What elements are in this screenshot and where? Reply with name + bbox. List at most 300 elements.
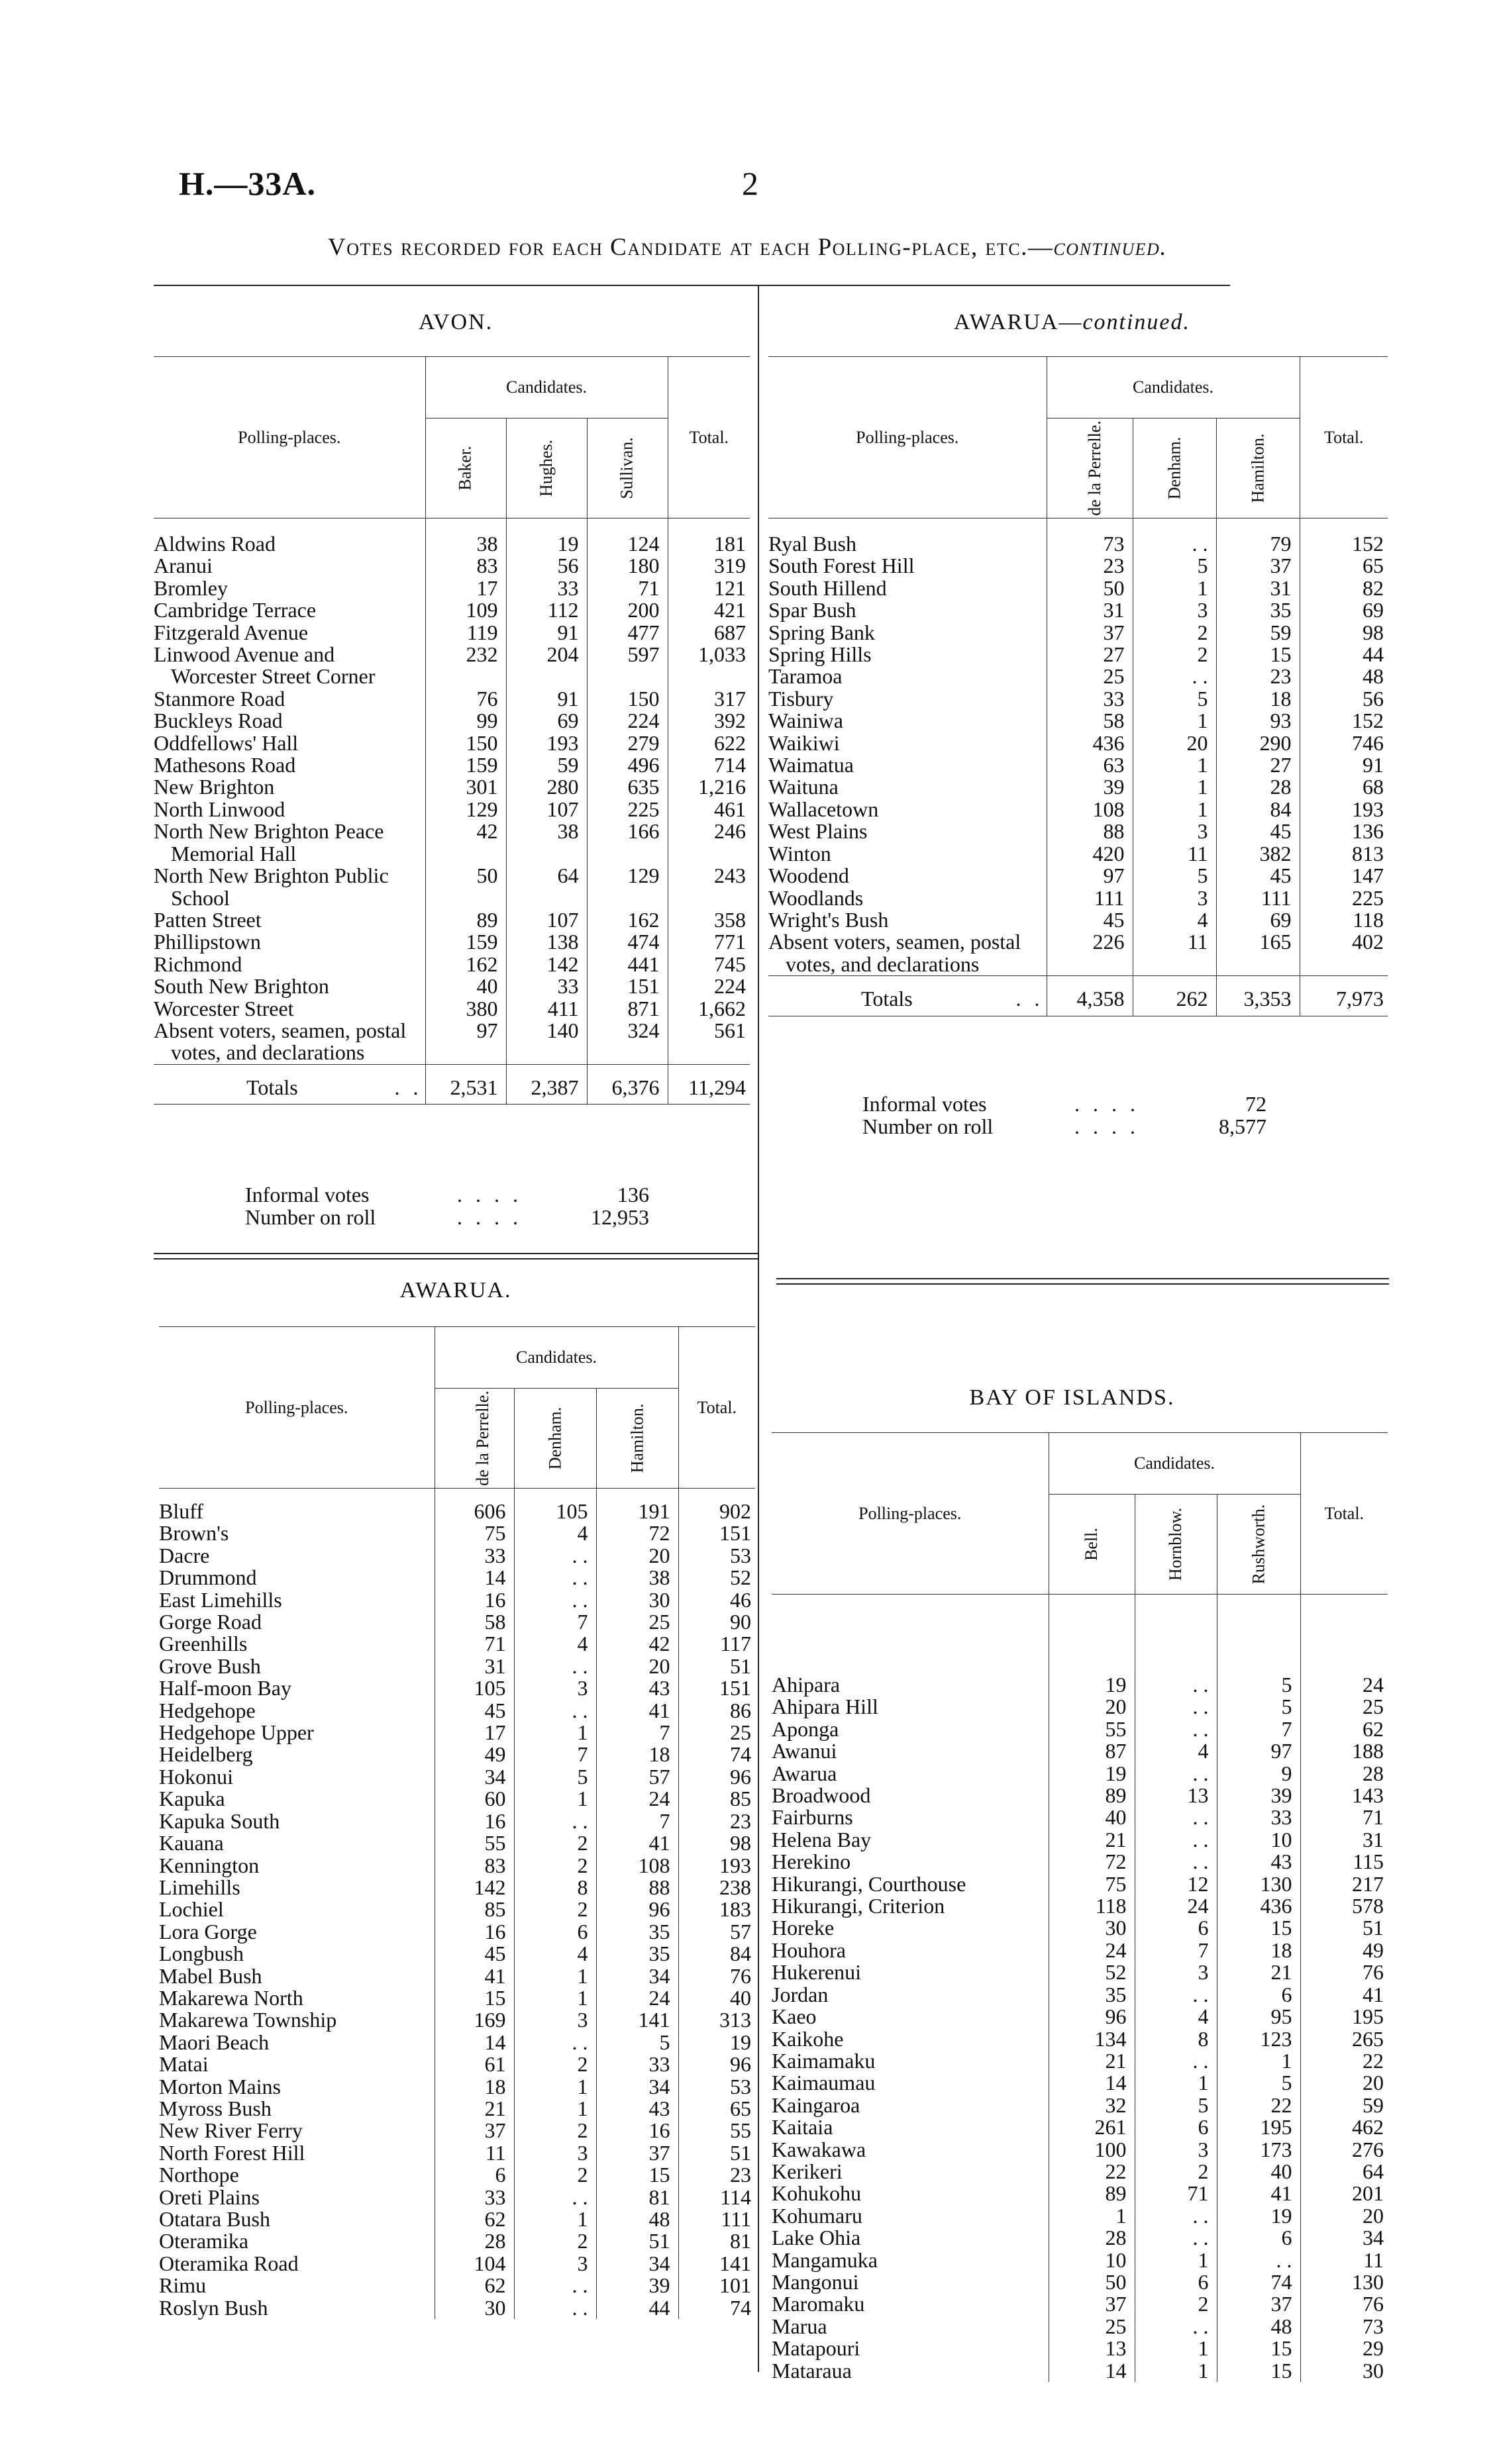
awarua-cont-polling-places-header: Polling-places.	[768, 357, 1047, 518]
row-total: 771	[714, 930, 747, 954]
vote-count: 13	[1135, 1785, 1217, 1806]
polling-place: Hukerenui	[772, 1960, 862, 1985]
table-row	[772, 1873, 1388, 1895]
vote-count: 18	[435, 2076, 514, 2098]
table-row	[159, 1855, 755, 1877]
polling-place: Bluff	[159, 1499, 203, 1523]
vote-count: 5	[1133, 555, 1216, 577]
vote-count: 224	[587, 710, 668, 732]
vote-count: 3	[514, 2142, 596, 2164]
vote-count: 436	[1047, 732, 1133, 754]
table-row	[772, 2116, 1388, 2138]
row-total: 69	[1363, 598, 1384, 622]
table-row	[159, 1898, 755, 1920]
vote-count: 27	[1216, 754, 1300, 776]
row-total: 813	[1352, 841, 1384, 865]
row-total: 85	[730, 1787, 752, 1811]
vote-count: 62	[435, 2275, 514, 2296]
row-total: 224	[714, 974, 747, 999]
vote-count: 52	[1049, 1961, 1135, 1983]
awarua-title: AWARUA.	[399, 1278, 512, 1303]
vote-count: 324	[587, 1020, 668, 1064]
vote-count: 99	[425, 710, 506, 732]
vote-count: 1	[514, 1965, 596, 1987]
awarua-candidate-de-la-perrelle: de la Perrelle.	[435, 1389, 514, 1489]
vote-count: 111	[1047, 887, 1133, 909]
boi-total-header: Total.	[1300, 1433, 1388, 1595]
vote-count: 74	[1217, 2271, 1300, 2293]
table-row	[772, 2360, 1388, 2382]
row-total: 462	[1352, 2115, 1384, 2140]
row-total: 91	[1363, 753, 1384, 777]
polling-place: Lake Ohia	[772, 2226, 861, 2250]
row-total: 81	[730, 2229, 752, 2253]
vote-count: 2	[514, 1855, 596, 1877]
vote-count: 69	[1216, 909, 1300, 931]
row-total: 217	[1352, 1871, 1384, 1896]
vote-count: 35	[1049, 1984, 1135, 2006]
row-total: 421	[714, 598, 747, 622]
vote-count: 420	[1047, 843, 1133, 865]
vote-count: 6	[1217, 1984, 1300, 2006]
row-total: 73	[1363, 2314, 1384, 2338]
vote-count: . .	[1135, 1718, 1217, 1740]
avon-polling-places-header: Polling-places.	[154, 357, 425, 518]
vote-count: 7	[1135, 1940, 1217, 1961]
vote-count: 7	[596, 1722, 678, 1744]
vote-count: 15	[596, 2164, 678, 2186]
vote-count: . .	[514, 1589, 596, 1611]
polling-place: New Brighton	[154, 775, 275, 799]
vote-count: 23	[1216, 665, 1300, 687]
vote-count: 382	[1216, 843, 1300, 865]
vote-count: 16	[435, 1921, 514, 1943]
polling-place: West Plains	[768, 819, 868, 844]
table-row	[154, 644, 750, 688]
polling-place: Lora Gorge	[159, 1919, 257, 1944]
polling-place: Makarewa North	[159, 1985, 303, 2010]
vote-count: . .	[514, 2032, 596, 2053]
row-total: 55	[730, 2118, 752, 2143]
row-total: 561	[714, 1018, 747, 1042]
vote-count: 138	[506, 931, 587, 953]
vote-count: 84	[1216, 799, 1300, 820]
vote-count: 7	[514, 1744, 596, 1765]
vote-count: 10	[1217, 1829, 1300, 1851]
polling-place: Kapuka South	[159, 1808, 280, 1833]
polling-place: Spring Bank	[768, 620, 875, 644]
totals-row	[768, 976, 1388, 1016]
row-total: 24	[1363, 1673, 1384, 1697]
vote-count: 129	[425, 799, 506, 820]
vote-count: 159	[425, 754, 506, 776]
row-total: 53	[730, 2074, 752, 2098]
candidate-total: 2,387	[506, 1064, 587, 1104]
vote-count: 33	[1217, 1806, 1300, 1828]
vote-count: . .	[1135, 2316, 1217, 2338]
totals-label: Totals . .	[768, 976, 1047, 1016]
vote-count: 69	[506, 710, 587, 732]
table-row	[159, 1655, 755, 1677]
table-row	[159, 1501, 755, 1522]
polling-place: Hedgehope Upper	[159, 1720, 314, 1745]
polling-place: Patten Street	[154, 907, 262, 932]
vote-count: 25	[596, 1611, 678, 1633]
vote-count: 130	[1217, 1873, 1300, 1895]
row-total: 62	[1363, 1716, 1384, 1741]
vote-count: 28	[1049, 2227, 1135, 2249]
polling-place: Gorge Road	[159, 1610, 262, 1634]
table-row	[768, 599, 1388, 621]
vote-count: 19	[1217, 2205, 1300, 2227]
polling-place: South New Brighton	[154, 974, 329, 999]
vote-count: . .	[514, 2187, 596, 2208]
page-title-main: Votes recorded for each Candidate at each Polling-place, etc.—	[327, 234, 1054, 261]
row-total: 71	[1363, 1805, 1384, 1830]
grand-total: 7,973	[1300, 976, 1388, 1016]
boi-candidate-hornblow: Hornblow.	[1135, 1495, 1217, 1595]
row-total: 25	[1363, 1695, 1384, 1719]
polling-place: Kohukohu	[772, 2181, 862, 2206]
vote-count: 105	[435, 1677, 514, 1699]
table-row	[768, 799, 1388, 820]
polling-place: Wright's Bush	[768, 907, 889, 932]
polling-place: Kaimaumau	[772, 2071, 876, 2095]
vote-count: 45	[1216, 865, 1300, 887]
row-total: 902	[719, 1499, 752, 1523]
polling-place: Kaikohe	[772, 2026, 844, 2051]
row-total: 201	[1352, 2181, 1384, 2206]
table-row	[768, 710, 1388, 732]
table-row	[772, 2227, 1388, 2249]
vote-count: 18	[1217, 1940, 1300, 1961]
vote-count: 871	[587, 998, 668, 1020]
table-row	[772, 1917, 1388, 1939]
polling-place: Maori Beach	[159, 2030, 270, 2054]
vote-count: 97	[1217, 1740, 1300, 1762]
vote-count: 290	[1216, 732, 1300, 754]
vote-count: 111	[1216, 887, 1300, 909]
vote-count: . .	[514, 1810, 596, 1832]
row-total: 20	[1363, 2203, 1384, 2228]
row-total: 1,033	[698, 642, 747, 667]
polling-place: Woodlands	[768, 885, 864, 910]
row-total: 115	[1353, 1849, 1384, 1874]
vote-count: 41	[435, 1965, 514, 1987]
awarua-table	[159, 1326, 755, 2319]
polling-place: Broadwood	[772, 1783, 871, 1808]
row-total: 31	[1363, 1827, 1384, 1851]
vote-count: 15	[1217, 2360, 1300, 2382]
polling-place: Absent voters, seamen, postal votes, and declarations	[154, 1018, 407, 1065]
vote-count: 7	[514, 1611, 596, 1633]
awarua-cont-number-on-roll-line: Number on roll . . . . 8,577	[862, 1114, 1266, 1138]
awarua-candidate-denham: Denham.	[514, 1389, 596, 1489]
vote-count: 2	[514, 2053, 596, 2075]
polling-place: Aldwins Road	[154, 532, 276, 556]
vote-count: 195	[1217, 2116, 1300, 2138]
awarua-polling-places-header: Polling-places.	[159, 1327, 435, 1489]
vote-count: 35	[596, 1943, 678, 1965]
vote-count: 112	[506, 599, 587, 621]
vote-count: 38	[506, 820, 587, 865]
vote-count: . .	[1133, 665, 1216, 687]
vote-count: 96	[596, 1898, 678, 1920]
polling-place: Helena Bay	[772, 1827, 872, 1851]
vote-count: 2	[514, 2164, 596, 2186]
vote-count: 33	[596, 2053, 678, 2075]
polling-place: Ryal Bush	[768, 532, 856, 556]
document-reference: H.—33A.	[179, 165, 316, 202]
table-row	[159, 2009, 755, 2031]
row-total: 56	[1363, 686, 1384, 711]
polling-place: Kohumaru	[772, 2203, 862, 2228]
table-row	[159, 1633, 755, 1655]
vote-count: 8	[1135, 2028, 1217, 2050]
polling-place: Myross Bush	[159, 2096, 272, 2120]
polling-place: Awarua	[772, 1761, 837, 1785]
left-section-rule-2	[154, 1258, 758, 1259]
row-total: 84	[730, 1942, 752, 1966]
table-row	[154, 577, 750, 599]
vote-count: 19	[1049, 1763, 1135, 1785]
vote-count: 75	[1049, 1873, 1135, 1895]
table-row	[772, 2072, 1388, 2094]
vote-count: 1	[514, 2208, 596, 2230]
polling-place: Waikiwi	[768, 730, 840, 755]
vote-count: 150	[587, 688, 668, 710]
vote-count: 34	[435, 1766, 514, 1788]
row-total: 41	[1363, 1982, 1384, 2006]
polling-place: Jordan	[772, 1982, 829, 2006]
table-row	[154, 555, 750, 577]
vote-count: 58	[1047, 710, 1133, 732]
vote-count: 2	[514, 2230, 596, 2252]
vote-count: 31	[435, 1655, 514, 1677]
avon-candidates-header: Candidates.	[425, 357, 668, 419]
boi-rows	[772, 1595, 1388, 2383]
vote-count: 5	[1135, 2094, 1217, 2116]
vote-count: 166	[587, 820, 668, 865]
row-total: 276	[1352, 2137, 1384, 2161]
table-row	[159, 1722, 755, 1744]
table-row	[159, 1766, 755, 1788]
vote-count: 63	[1047, 754, 1133, 776]
vote-count: 123	[1217, 2028, 1300, 2050]
vote-count: 33	[435, 2187, 514, 2208]
vote-count: 280	[506, 776, 587, 798]
table-row	[159, 1545, 755, 1567]
vote-count: 41	[596, 1700, 678, 1722]
vote-count: 20	[596, 1655, 678, 1677]
table-row	[159, 2032, 755, 2053]
vote-count: 27	[1047, 644, 1133, 665]
vote-count: 21	[435, 2098, 514, 2120]
row-total: 238	[719, 1875, 752, 1899]
table-row	[159, 1589, 755, 1611]
totals-row	[154, 1064, 750, 1104]
table-row	[768, 887, 1388, 909]
table-row	[154, 776, 750, 798]
polling-place: Rimu	[159, 2273, 207, 2298]
polling-place: North Forest Hill	[159, 2140, 305, 2165]
polling-place: Brown's	[159, 1521, 229, 1546]
row-total: 130	[1352, 2269, 1384, 2294]
table-row	[159, 2275, 755, 2296]
row-total: 52	[730, 1565, 752, 1590]
avon-rows	[154, 518, 750, 1105]
vote-count: 4	[514, 1522, 596, 1544]
row-total: 68	[1363, 775, 1384, 799]
polling-place: Kaitaia	[772, 2115, 833, 2140]
vote-count: 4	[1135, 1740, 1217, 1762]
vote-count: 91	[506, 688, 587, 710]
vote-count: 436	[1217, 1895, 1300, 1917]
row-total: 1,216	[698, 775, 747, 799]
candidate-total: 262	[1133, 976, 1216, 1016]
vote-count: 411	[506, 998, 587, 1020]
vote-count: 11	[1133, 931, 1216, 975]
vote-count: 108	[596, 1855, 678, 1877]
vote-count: 1	[1135, 2338, 1217, 2359]
row-total: 86	[730, 1698, 752, 1722]
vote-count: 50	[1047, 577, 1133, 599]
polling-place: Herekino	[772, 1849, 851, 1874]
boi-candidate-bell: Bell.	[1049, 1495, 1135, 1595]
vote-count: . .	[1133, 533, 1216, 555]
awarua-cont-total-header: Total.	[1300, 357, 1388, 518]
vote-count: 441	[587, 954, 668, 975]
polling-place: Wallacetown	[768, 797, 879, 821]
table-row	[768, 909, 1388, 931]
row-total: 40	[730, 1985, 752, 2010]
polling-place: Kaingaroa	[772, 2093, 860, 2117]
polling-place: Oteramika Road	[159, 2251, 299, 2275]
vote-count: 1	[1217, 2050, 1300, 2072]
polling-place: Ahipara	[772, 1673, 841, 1697]
table-row	[772, 1895, 1388, 1917]
row-total: 11	[1363, 2247, 1384, 2272]
row-total: 152	[1352, 532, 1384, 556]
table-row	[772, 2094, 1388, 2116]
table-row	[154, 954, 750, 975]
vote-count: 87	[1049, 1740, 1135, 1762]
row-total: 57	[730, 1919, 752, 1944]
vote-count: 42	[425, 820, 506, 865]
vote-count: 1	[1133, 754, 1216, 776]
table-row	[159, 1943, 755, 1965]
table-row	[772, 1718, 1388, 1740]
table-row	[772, 1785, 1388, 1806]
table-row	[159, 1522, 755, 1544]
row-total: 151	[719, 1521, 752, 1546]
row-total: 28	[1363, 1761, 1384, 1785]
vote-count: 40	[425, 975, 506, 997]
row-total: 90	[730, 1610, 752, 1634]
vote-count: 34	[596, 2076, 678, 2098]
row-total: 358	[714, 907, 747, 932]
vote-count: 150	[425, 732, 506, 754]
vote-count: 13	[1049, 2338, 1135, 2359]
vote-count: 44	[596, 2297, 678, 2319]
vote-count: 35	[596, 1921, 678, 1943]
awarua-total-header: Total.	[678, 1327, 755, 1489]
table-row	[154, 688, 750, 710]
vote-count: 11	[435, 2142, 514, 2164]
table-row	[159, 2098, 755, 2120]
table-row	[154, 799, 750, 820]
row-total: 313	[719, 2008, 752, 2032]
polling-place: Aranui	[154, 554, 213, 578]
polling-place: Marua	[772, 2314, 827, 2338]
vote-count: 58	[435, 1611, 514, 1633]
polling-place: Kennington	[159, 1853, 260, 1877]
row-total: 98	[730, 1831, 752, 1855]
vote-count: 91	[506, 622, 587, 644]
polling-place: Mangonui	[772, 2269, 859, 2294]
vote-count: 16	[435, 1810, 514, 1832]
vote-count: 24	[1135, 1895, 1217, 1917]
polling-place: Kapuka	[159, 1787, 225, 1811]
table-row	[159, 1810, 755, 1832]
vote-count: 41	[596, 1832, 678, 1854]
vote-count: 15	[1216, 644, 1300, 665]
avon-number-on-roll: 12,953	[591, 1205, 649, 1229]
polling-place: Spar Bush	[768, 598, 856, 622]
row-total: 578	[1352, 1894, 1384, 1918]
vote-count: 6	[1135, 2116, 1217, 2138]
awarua-continued-title: AWARUA—continued.	[953, 310, 1191, 334]
vote-count: 30	[1049, 1917, 1135, 1939]
avon-candidate-baker: Baker.	[425, 419, 506, 518]
avon-informal-votes-line: Informal votes . . . . 136	[245, 1183, 649, 1207]
table-row	[768, 843, 1388, 865]
table-row	[772, 1961, 1388, 1983]
polling-place: Absent voters, seamen, postal votes, and declarations	[768, 930, 1021, 976]
vote-count: 61	[435, 2053, 514, 2075]
vote-count: 3	[1133, 820, 1216, 842]
avon-total-header: Total.	[668, 357, 750, 518]
vote-count: 72	[1049, 1851, 1135, 1873]
table-row	[772, 1740, 1388, 1762]
vote-count: 1	[1133, 776, 1216, 798]
vote-count: 100	[1049, 2139, 1135, 2161]
vote-count: 76	[425, 688, 506, 710]
polling-place: Hedgehope	[159, 1698, 256, 1722]
vote-count: 134	[1049, 2028, 1135, 2050]
vote-count: 28	[1216, 776, 1300, 798]
vote-count: 25	[1047, 665, 1133, 687]
vote-count: 6	[1135, 2271, 1217, 2293]
row-total: 82	[1363, 575, 1384, 600]
table-row	[154, 820, 750, 865]
table-row	[772, 2050, 1388, 2072]
vote-count: 3	[514, 1677, 596, 1699]
polling-place: North New Brighton Public School	[154, 863, 389, 910]
polling-place: Hikurangi, Courthouse	[772, 1871, 966, 1896]
polling-place: Hokonui	[159, 1764, 233, 1789]
vote-count: 43	[1217, 1851, 1300, 1873]
table-row	[768, 665, 1388, 687]
vote-count: 41	[1217, 2183, 1300, 2204]
vote-count: . .	[1135, 1674, 1217, 1696]
awarua-cont-informal-votes: 72	[1245, 1092, 1266, 1116]
row-total: 714	[714, 753, 747, 777]
vote-count: 4	[514, 1943, 596, 1965]
row-total: 74	[730, 2295, 752, 2320]
page-title-continued: continued.	[1053, 234, 1168, 261]
vote-count: 79	[1216, 533, 1300, 555]
